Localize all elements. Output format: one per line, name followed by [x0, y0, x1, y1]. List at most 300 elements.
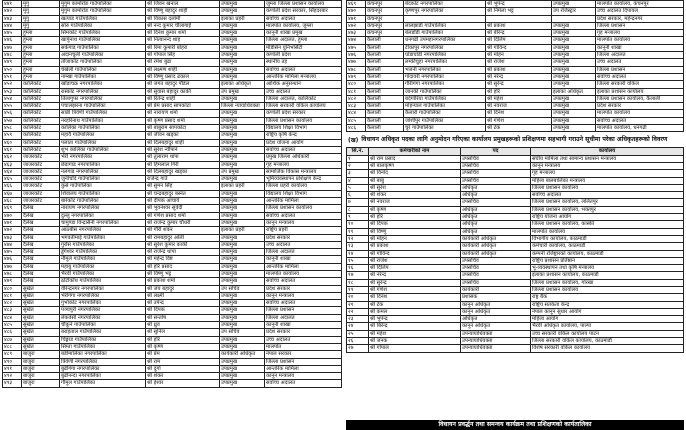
table-cell: अदानचुली गाउँपालिका [60, 52, 146, 59]
table-row [347, 162, 684, 169]
table-cell: कालिकोट [22, 117, 60, 124]
table-cell: जिल्ला न्यायाधिवक्ता [220, 103, 265, 110]
notice-heading: विधायन अधिकृत पदका लागि अनुमोदन गरिएका कार्यालय प्रमुखहरूको प्रशिक्षणमा सहभागी गराउने सूचीमा परेका अधिकृतहरूको विवरण [361, 136, 668, 144]
table-cell: उपप्रमुख [552, 52, 596, 59]
table-cell: ४४१ [3, 1, 22, 8]
table-cell: जाजरकोट [22, 190, 60, 197]
table-cell: अधिकृत [461, 184, 531, 191]
table-cell: जाजरकोट [22, 198, 60, 205]
table-cell: ४७९ [347, 73, 366, 80]
table-row [3, 241, 342, 248]
table-cell: दैलेख [22, 263, 60, 270]
table-cell: श्री सुनिल [146, 329, 220, 336]
table-cell: कार्यकारी अधिकृत [461, 243, 531, 250]
table-cell: उपप्रमुख [552, 30, 596, 37]
table-cell: १ [347, 155, 369, 162]
table-cell: हुम्ला [22, 52, 60, 59]
table-row [347, 345, 684, 352]
table-cell: हुम्ला [22, 44, 60, 51]
table-cell: ४८२ [3, 300, 22, 307]
table-cell: श्री जय बहादुर [146, 285, 220, 292]
table-cell: उच्च अदालत [265, 241, 342, 248]
table-cell: श्री शंकर [369, 192, 461, 199]
left-table-body [3, 1, 342, 388]
table-cell: श्री रमेश बुढा [146, 59, 220, 66]
table-row [347, 286, 684, 293]
table-cell: उच्च अदालत दिपायल [596, 8, 684, 15]
table-cell: ४७५ [3, 249, 22, 256]
table-cell: टीकापुर नगरपालिका [404, 44, 486, 51]
table-cell: भजनी नगरपालिका [404, 66, 486, 73]
table-cell: १८ [347, 279, 369, 286]
table-row [347, 8, 684, 15]
table-cell: कार्यकारी अधिकृत [461, 250, 531, 257]
table-cell: उप रजिस्ट्रार [552, 8, 596, 15]
table-cell: श्री राजेन्द्र कुमार चौधरी [146, 219, 220, 226]
table-cell: उपसचिव [461, 155, 531, 162]
table-cell: ४८० [3, 285, 22, 292]
table-row [3, 256, 342, 263]
table-cell: बुढीगंगा नगरपालिका [60, 365, 146, 372]
table-cell: श्री प्रेम प्रसाद सापकोटा [146, 103, 220, 110]
table-cell: उच्च सरकारी वकिल कार्यालय पाटन [531, 330, 684, 337]
table-cell: कानूनी शाखा [596, 44, 684, 51]
table-cell: कालिकोट [22, 95, 60, 102]
table-cell: ४७५ [347, 44, 366, 51]
table-cell: आन्तरिक मामिला [265, 263, 342, 270]
table-cell: ४४६ [3, 37, 22, 44]
table-cell: उपप्रमुख [220, 59, 265, 66]
table-cell: बेलडाँडी गाउँपालिका [404, 30, 486, 37]
table-cell: प्रदेश सरकार [265, 329, 342, 336]
table-cell: महिला आयोग [531, 316, 684, 323]
table-cell: श्री विष्णु भट्ट [146, 270, 220, 277]
table-cell: ४७६ [347, 52, 366, 59]
table-cell: दैलेख [22, 205, 60, 212]
table-row [347, 88, 684, 95]
table-cell: २० [347, 294, 369, 301]
table-cell: महावै गाउँपालिका [60, 132, 146, 139]
table-cell: कालिकोट [22, 88, 60, 95]
table-cell: ४६५ [3, 176, 22, 183]
table-cell: उपप्रमुख [220, 336, 265, 343]
table-cell: सुर्खेत [22, 300, 60, 307]
table-cell: ४९३ [3, 380, 22, 387]
table-cell: ९ [347, 214, 369, 221]
table-cell: जिल्ला प्रशासन कार्यालय, कैलाली [596, 95, 684, 102]
table-cell: आठबीस नगरपालिका [60, 227, 146, 234]
table-cell: अधिकृत [461, 228, 531, 235]
table-row [347, 37, 684, 44]
table-cell: सर्वोच्च अदालत [265, 15, 342, 22]
table-cell: श्री कमल [369, 308, 461, 315]
table-cell: सुर्खेत [22, 336, 60, 343]
table-cell: बाजुरा [22, 373, 60, 380]
table-cell: सर्वोच्च अदालत [265, 66, 342, 73]
table-cell: पचालझरना गाउँपालिका [60, 103, 146, 110]
table-cell: उप प्रमुख [220, 168, 265, 175]
table-cell: कंचनपुर [366, 8, 404, 15]
table-cell: प्रमुख जिल्ला अधिकारी [265, 154, 342, 161]
table-cell: सुर्खेत [22, 292, 60, 299]
table-cell: सोरु गाउँपालिका [60, 22, 146, 29]
table-cell: कालिकोट [22, 125, 60, 132]
table-cell: भू-व्यवस्थापन तथा कृषि मन्त्रालय [531, 265, 684, 272]
table-cell: श्री चन्द्रबहादुर बस्नेत [146, 190, 220, 197]
table-cell: कर्णाली प्रदेश सरकार [265, 110, 342, 117]
table-row [347, 66, 684, 73]
table-cell: नरहरिनाथ गाउँपालिका [60, 117, 146, 124]
table-cell: भूमिव्यवस्थापन प्रशिक्षण केन्द्र [265, 176, 342, 183]
table-row [3, 249, 342, 256]
table-row [3, 30, 342, 37]
table-cell: सुर्खेत [22, 329, 60, 336]
table-cell: श्री दिपक [146, 307, 220, 314]
table-cell: ४८८ [3, 343, 22, 350]
table-row [3, 263, 342, 270]
table-cell: ४७८ [347, 66, 366, 73]
table-cell: जाजरकोट [22, 154, 60, 161]
table-cell: ४६० [3, 139, 22, 146]
table-cell: गुर्भाकोट नगरपालिका [60, 300, 146, 307]
table-row [347, 235, 684, 242]
table-cell: उपसचिव [461, 265, 531, 272]
table-cell: श्री कृष्ण प्रसाद शर्मा [146, 117, 220, 124]
table-cell: श्री बिरेन्द्र [369, 323, 461, 330]
table-cell: १० [347, 221, 369, 228]
table-cell: श्री रितेन्द्र शाही [146, 95, 220, 102]
table-cell: श्री सुमन सिंह [146, 183, 220, 190]
table-cell: ४८९ [3, 351, 22, 358]
table-cell: कालिका गाउँपालिका [60, 125, 146, 132]
table-cell: कानून अधिकृत [461, 301, 531, 308]
table-cell: नेपाल सरकार [265, 351, 342, 358]
table-cell: श्री जिवन खनाल [146, 1, 220, 8]
table-row [3, 52, 342, 59]
table-cell: सर्वोच्च अदालत [265, 300, 342, 307]
table-cell: श्री नारायण शर्मा [146, 110, 220, 117]
table-cell: ४७४ [347, 37, 366, 44]
table-cell: नाम्खा गाउँपालिका [60, 73, 146, 80]
table-cell: श्री सुवास बहादुर कार्की [146, 88, 220, 95]
table-cell: उपप्रमुख [552, 117, 596, 124]
table-cell: बराहताल गाउँपालिका [60, 329, 146, 336]
trainee-table-header-row [347, 148, 684, 155]
table-cell: उपन्यायाधिवक्ता [461, 345, 531, 352]
table-cell: सर्वोच्च अदालत [531, 192, 684, 199]
table-cell: राजेन्द्र गाउँ [146, 176, 220, 183]
table-cell: जिल्ला प्रहरी कार्यालय [265, 183, 342, 190]
table-cell: श्री दिलिप [486, 37, 552, 44]
table-cell: दैलेख [22, 278, 60, 285]
table-cell: ४८१ [347, 88, 366, 95]
table-cell: कर्णाली प्रदेश [265, 52, 342, 59]
table-row [347, 228, 684, 235]
table-cell: जिल्ला प्रशासन [265, 307, 342, 314]
right-top-table-body [347, 1, 684, 132]
table-row [3, 161, 342, 168]
table-cell: उपप्रमुख [220, 146, 265, 153]
table-cell: कैलाली [366, 110, 404, 117]
table-cell: कैलारी गाउँपालिका [404, 110, 486, 117]
table-cell: लम्कीचुहा नगरपालिका [404, 59, 486, 66]
table-cell: ४४८ [3, 52, 22, 59]
table-cell: २७ [347, 345, 369, 352]
table-cell: त्रिवेणी नगरपालिका [60, 358, 146, 365]
table-cell: चिङ्गाड गाउँपालिका [60, 336, 146, 343]
table-cell: श्री राजेश [486, 59, 552, 66]
table-cell: विद्यालय शिक्षा विभाग [265, 125, 342, 132]
table-cell: बाजुरा [22, 365, 60, 372]
table-cell: नारायण नगरपालिका [60, 205, 146, 212]
table-row [3, 183, 342, 190]
table-cell: कंचनपुर [366, 30, 404, 37]
table-cell: श्री महेन्द्र विष्ट [146, 256, 220, 263]
table-cell: जिल्ला प्रशासन कार्यालय, गोरखा [531, 279, 684, 286]
table-row [347, 59, 684, 66]
table-cell: मालपोत कार्यालय, धनगढी [596, 125, 684, 132]
table-row [3, 168, 342, 175]
table-cell: श्री दिलिप [369, 265, 461, 272]
table-row [3, 285, 342, 292]
table-cell: श्री जनक [369, 338, 461, 345]
table-cell: श्री टेक [486, 125, 552, 132]
table-cell: जिल्ला अदालत [265, 314, 342, 321]
table-cell: श्री ईश्वर [146, 380, 220, 387]
table-cell: खत्याड गाउँपालिका [60, 15, 146, 22]
table-row [3, 88, 342, 95]
table-cell: श्री नवराज [369, 199, 461, 206]
table-row [347, 1, 684, 8]
table-cell: उपप्रमुख [220, 8, 265, 15]
table-cell: कैलाली [366, 59, 404, 66]
table-cell: आन्तरिक मामिला मन्त्रालय [265, 73, 342, 80]
table-cell: गुराँस गाउँपालिका [60, 241, 146, 248]
table-cell: सुर्खेत [22, 285, 60, 292]
table-cell: १४ [347, 250, 369, 257]
table-cell: सर्वोच्च अदालत [265, 380, 342, 387]
table-row [347, 155, 684, 162]
table-cell: उपप्रमुख [220, 380, 265, 387]
table-cell: उपप्रमुख [220, 219, 265, 226]
table-row [3, 176, 342, 183]
table-cell: श्री बीरेन्द्र [486, 30, 552, 37]
table-cell [404, 15, 486, 22]
table-cell: सर्वोच्च अदालत [265, 212, 342, 219]
table-cell: गोदावरी नगरपालिका [404, 73, 486, 80]
table-row [347, 265, 684, 272]
table-row [347, 103, 684, 110]
table-cell: हुम्ला [22, 73, 60, 80]
table-cell: मुगु [22, 8, 60, 15]
table-cell: जुम्ला जिल्ला प्रशासन कार्यालय [265, 1, 342, 8]
table-cell: उपप्रमुख [220, 241, 265, 248]
table-cell: कैलाली [366, 117, 404, 124]
table-cell: नेपाल कानून सुधार आयोग [531, 308, 684, 315]
table-cell: चामुण्डा विन्द्रासैनी नगरपालिका [60, 219, 146, 226]
table-row [3, 73, 342, 80]
table-cell: ४६२ [3, 154, 22, 161]
table-row [347, 308, 684, 315]
table-cell: ४५४ [3, 95, 22, 102]
table-cell: श्री भुवनेश्वर सुवेदी [146, 205, 220, 212]
table-row [3, 8, 342, 15]
table-cell: ५ [347, 184, 369, 191]
table-cell: श्री विष्णु [369, 228, 461, 235]
table-row [347, 250, 684, 257]
table-cell: ४८० [347, 81, 366, 88]
table-cell: उपप्रमुख [220, 278, 265, 285]
table-cell: इलाका प्रहरी [220, 227, 265, 234]
table-cell: ४७७ [3, 263, 22, 270]
table-cell: बाजुरा [22, 358, 60, 365]
table-cell: उपप्रमुख [552, 125, 596, 132]
table-cell: मालपोत [265, 343, 342, 350]
table-row [347, 221, 684, 228]
table-cell: उप सचिव [220, 329, 265, 336]
table-row [347, 95, 684, 102]
table-cell: श्री सन्तोष [146, 314, 220, 321]
table-cell: दैलेख [22, 270, 60, 277]
section-notice [346, 134, 684, 147]
table-cell: खार्पुनाथ गाउँपालिका [60, 37, 146, 44]
table-cell: श्री जीवन खड्का [146, 132, 220, 139]
table-cell: दैलेख [22, 249, 60, 256]
table-cell: जिल्ला सरकारी वकिल [596, 81, 684, 88]
table-cell: श्री गौरी शंकर [146, 227, 220, 234]
table-cell: श्री दिनेश कुमार शर्मा [146, 30, 220, 37]
table-cell: ४७३ [347, 30, 366, 37]
table-row [3, 59, 342, 66]
table-cell: १५ [347, 257, 369, 264]
table-cell: जिल्ला प्रशासन कार्यालय, ललितपुर [531, 199, 684, 206]
table-cell: ४५९ [3, 132, 22, 139]
table-cell: श्री निर्मला भट्ट [486, 8, 552, 15]
column-header: कार्यालय [531, 148, 684, 155]
table-cell: सर्वोच्च अदालत [596, 73, 684, 80]
table-cell: उपप्रमुख [220, 212, 265, 219]
table-cell: शुभ कालिका गाउँपालिका [60, 146, 146, 153]
table-row [3, 81, 342, 88]
table-cell: ४७२ [3, 227, 22, 234]
table-cell: मुगु [22, 15, 60, 22]
table-cell: सुर्खेत [22, 314, 60, 321]
table-row [347, 206, 684, 213]
table-cell: श्री प्रकाश [369, 243, 461, 250]
table-cell: उपप्रमुख [220, 300, 265, 307]
table-cell: कानूनी शाखा [265, 256, 342, 263]
table-cell: जिल्ला प्रशासन कार्यालय [265, 117, 342, 124]
table-row [3, 154, 342, 161]
table-cell: १३ [347, 243, 369, 250]
table-cell: मेडिसिन युनिभर्सिटी [265, 44, 342, 51]
table-cell: बेदकोट नगरपालिका [404, 1, 486, 8]
table-cell: कानून अधिकृत [461, 308, 531, 315]
table-cell: १७ [347, 272, 369, 279]
table-cell: अधिकृत [461, 214, 531, 221]
table-cell: जिल्ला अदालत, कालिकोट [265, 95, 342, 102]
table-cell: उपसचिव [461, 162, 531, 169]
table-cell: श्री लक्ष्मी [146, 292, 220, 299]
table-cell: उपप्रमुख [220, 256, 265, 263]
table-cell: ४६३ [3, 161, 22, 168]
table-cell: सुर्खेत [22, 322, 60, 329]
table-cell: उपप्रमुख [220, 37, 265, 44]
table-cell: प्रदेश सरकार [596, 103, 684, 110]
table-cell: ४९० [3, 358, 22, 365]
table-cell: ४ [347, 177, 369, 184]
table-cell: श्री रिमा कुमारी बोहरा [146, 44, 220, 51]
table-cell: उपप्रमुख [220, 373, 265, 380]
table-cell: उपप्रमुख [552, 66, 596, 73]
table-cell: ४७६ [3, 256, 22, 263]
table-cell: ठाँटीकाँध गाउँपालिका [60, 278, 146, 285]
table-cell: उच्च अदालत [265, 88, 342, 95]
table-cell: कृष्णपुर नगरपालिका [404, 8, 486, 15]
table-cell: चंखेली गाउँपालिका [60, 66, 146, 73]
table-cell: इलाका प्रशासन कार्यालय [596, 88, 684, 95]
table-cell: श्री गणेश [369, 286, 461, 293]
table-cell: श्री दिनेश [369, 294, 461, 301]
table-cell: २३ [347, 316, 369, 323]
table-row [3, 329, 342, 336]
table-cell: २ [347, 162, 369, 169]
table-cell: ४४९ [3, 59, 22, 66]
table-cell: हुम्ला [22, 59, 60, 66]
table-cell: कर्मचारी कार्यालय, काठमाडौं [531, 243, 684, 250]
table-cell: बाजुरा [22, 380, 60, 387]
table-row [3, 132, 342, 139]
table-cell: श्री ध्रुव [146, 322, 220, 329]
table-cell: उपप्रमुख [220, 307, 265, 314]
table-cell: भेरी नगरपालिका [60, 154, 146, 161]
table-cell: ४५६ [3, 110, 22, 117]
table-cell: आर्थिक अनुसन्धान [265, 81, 342, 88]
table-cell: श्री प्रकाश [486, 66, 552, 73]
table-row [347, 316, 684, 323]
table-cell: श्री दीपक आचार्य [146, 198, 220, 205]
table-cell: मालपोत कार्यालय, जुम्ला [265, 22, 342, 29]
table-cell: ४८३ [347, 103, 366, 110]
table-cell: उपप्रमुख [220, 95, 265, 102]
right-top-official-list-table [346, 0, 684, 132]
table-cell: श्री राजेश [369, 257, 461, 264]
table-cell: जाजरकोट [22, 161, 60, 168]
table-cell: १९ [347, 286, 369, 293]
table-cell: ४४२ [3, 8, 22, 15]
table-cell: जिल्ला अदालत, हुम्ला [265, 37, 342, 44]
table-row [3, 103, 342, 110]
table-cell: उपप्रमुख [552, 44, 596, 51]
table-cell: ४७८ [3, 270, 22, 277]
table-cell: जिल्ला सरकारी वकिल कार्यालय, काठमाडौं [531, 338, 684, 345]
table-cell: श्री टेक [369, 301, 461, 308]
table-row [3, 227, 342, 234]
table-cell: मुगुम कार्मारोङ गाउँपालिका [60, 8, 146, 15]
table-cell: कैलाली [366, 95, 404, 102]
table-row [3, 351, 342, 358]
table-cell: श्री सुरेन्द्र [486, 81, 552, 88]
table-row [3, 22, 342, 29]
table-cell: कंचनपुर [366, 22, 404, 29]
table-cell: ४९२ [3, 373, 22, 380]
table-cell: उपप्रमुख [220, 154, 265, 161]
table-cell: श्री सुरेन्द्र [369, 279, 461, 286]
table-cell: भैरवी अधिकृत कार्यालय, पाल्पा [531, 323, 684, 330]
table-cell: ११ [347, 228, 369, 235]
table-cell: बाजुरा [22, 351, 60, 358]
table-cell: कैलाली [366, 73, 404, 80]
